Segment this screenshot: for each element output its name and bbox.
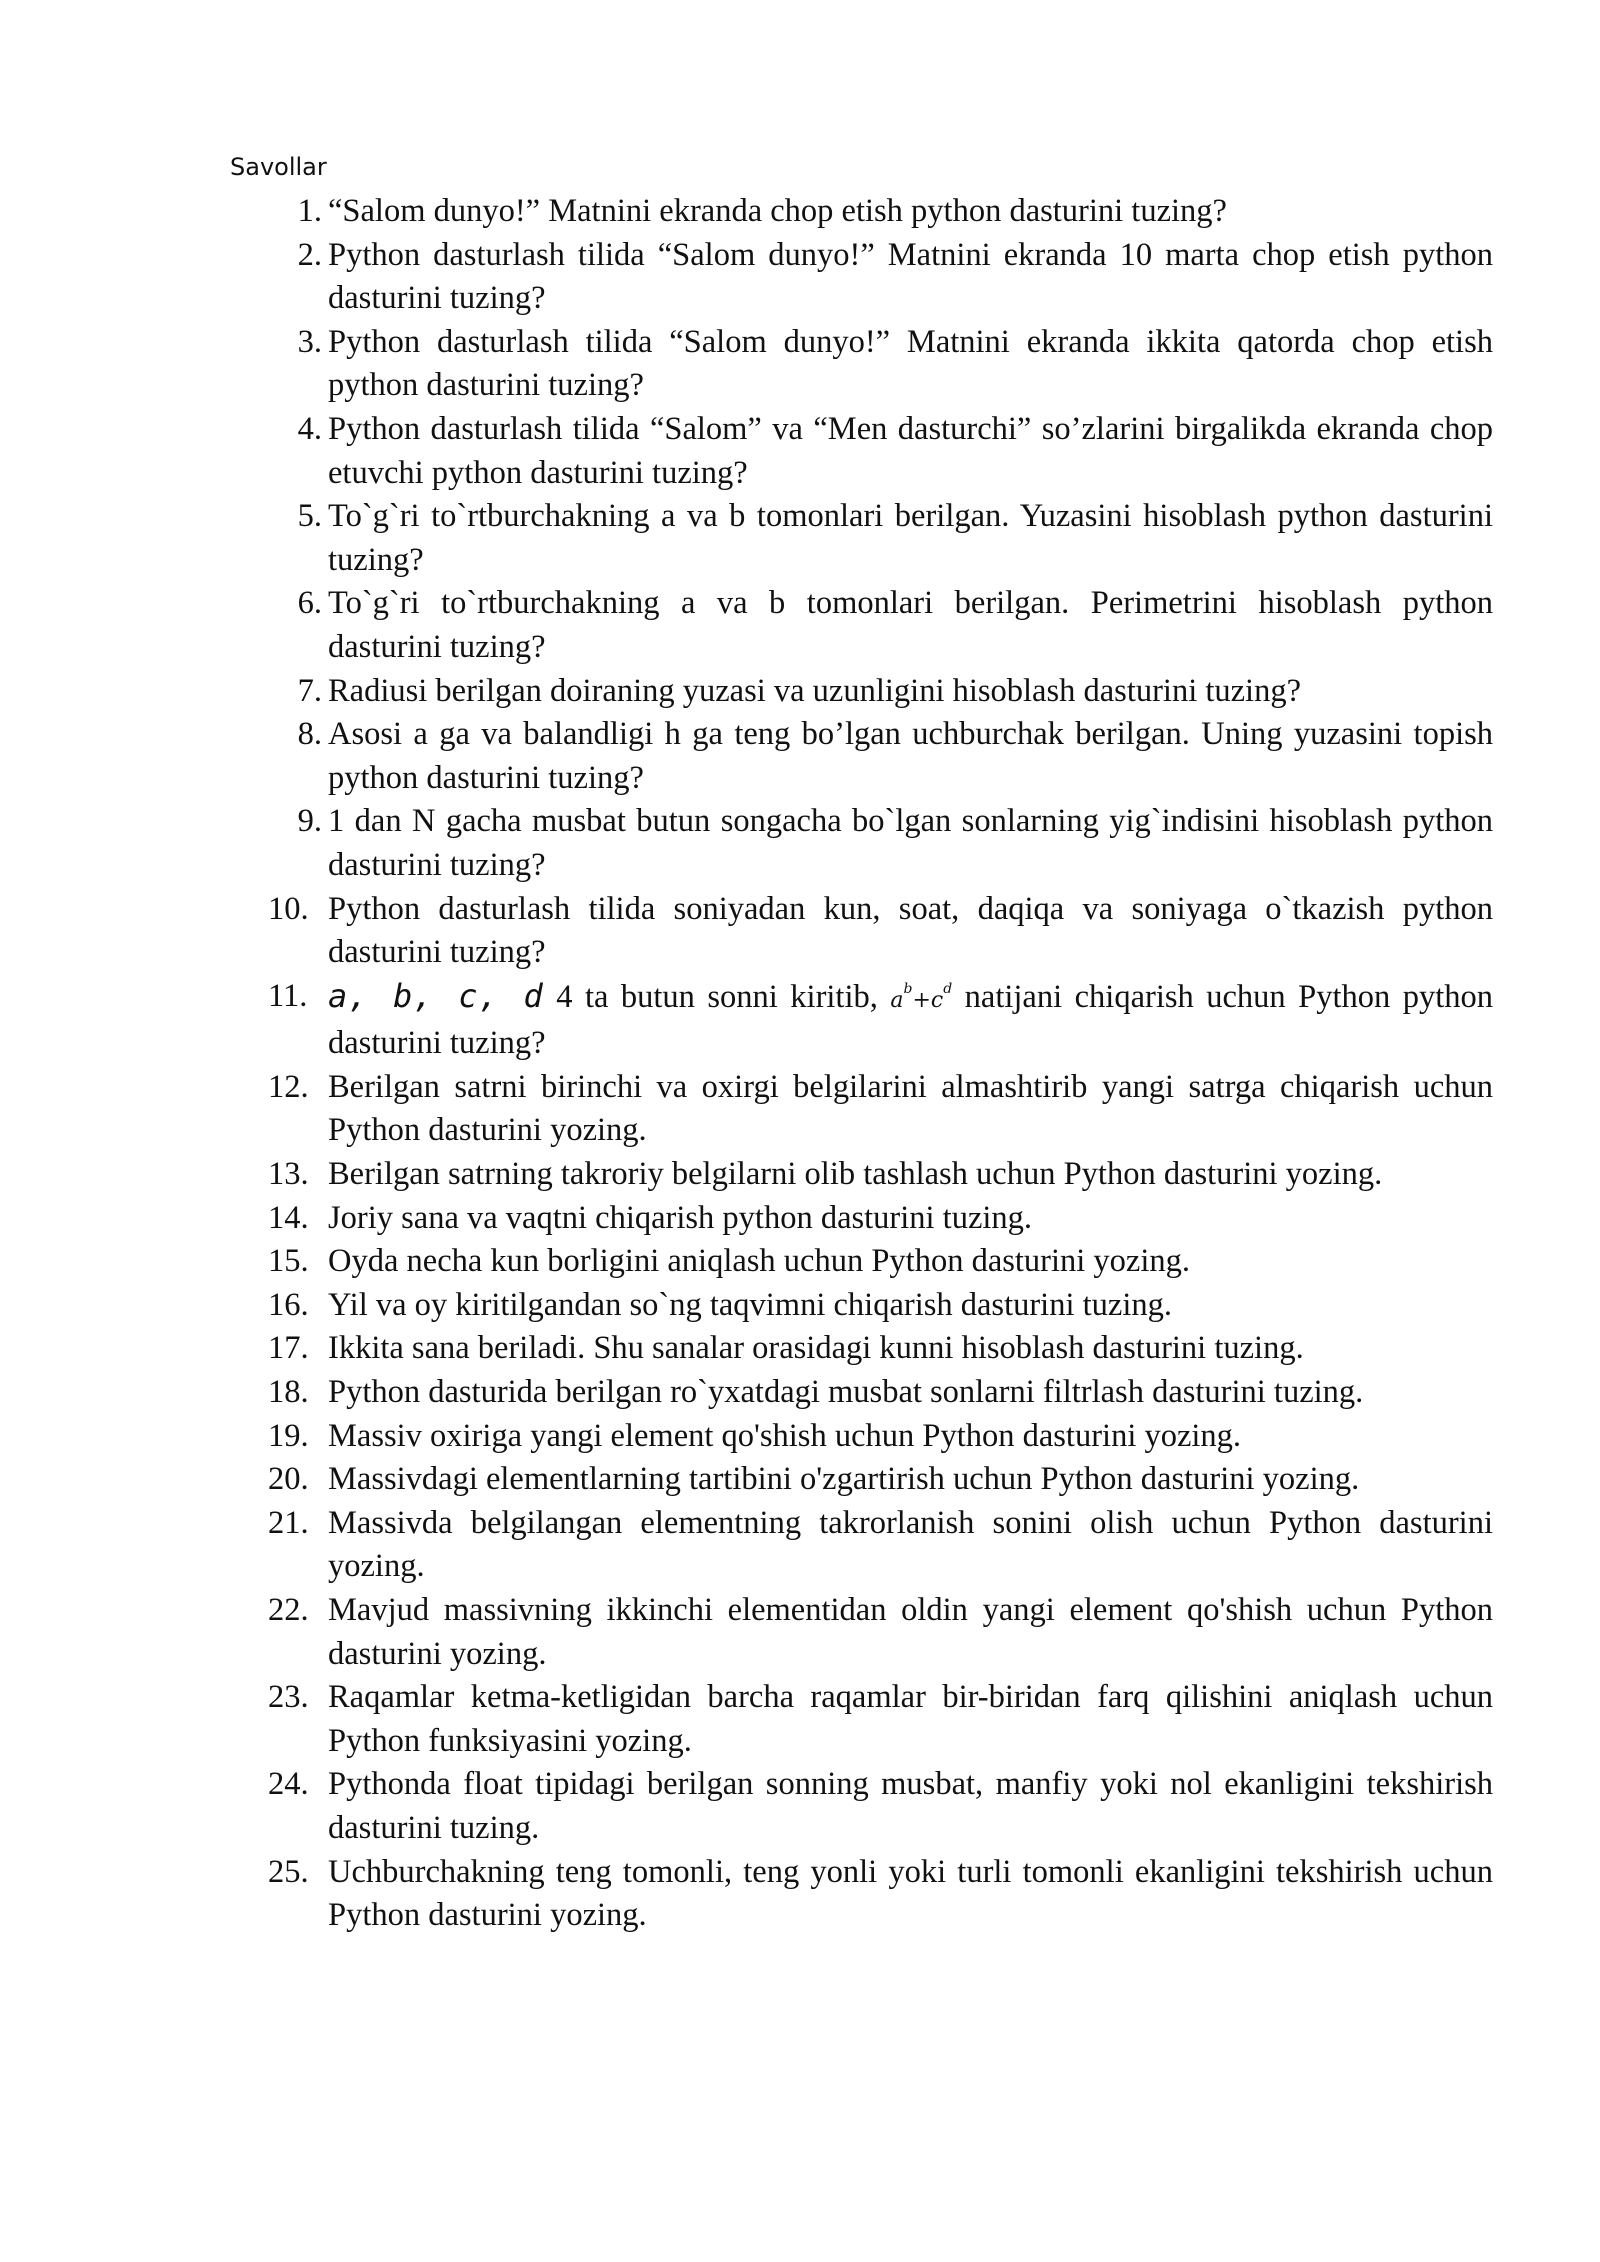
question-number: 9. [297, 803, 322, 840]
question-item [268, 1458, 1493, 1502]
question-number: 21. [268, 1504, 309, 1541]
question-number: 13. [268, 1156, 309, 1193]
question-item [268, 1763, 1493, 1850]
question-text: Python dasturlash tilida “Salom” va “Men dasturchi” so’zlarini birgalikda ekranda chop etuvchi python dasturini tuzing? [328, 410, 1493, 491]
question-text: Oyda necha kun borligini aniqlash uchun Python dasturini yozing. [328, 1243, 1191, 1280]
question-number: 17. [268, 1330, 309, 1367]
question-text-part: natijani chiqarish uchun Python python dasturini tuzing? [328, 978, 1493, 1062]
question-text: Pythonda float tipidagi berilgan sonning musbat, manfiy yoki nol ekanligini tekshirish dasturini tuzing. [328, 1766, 1493, 1846]
question-text: Yil va oy kiritilgandan so`ng taqvimni chiqarish dasturini tuzing. [328, 1286, 1172, 1323]
question-number: 20. [268, 1461, 309, 1498]
question-text: Massiv oxiriga yangi element qo'shish uchun Python dasturini yozing. [328, 1417, 1242, 1454]
question-item [268, 234, 1493, 321]
question-text: Uchburchakning teng tomonli, teng yonli yoki turli tomonli ekanligini tekshirish uchun Python dasturini yozing. [328, 1853, 1493, 1934]
question-item [268, 1153, 1493, 1197]
question-number: 4. [297, 410, 322, 447]
question-text: Asosi a ga va balandligi h ga teng bo’lgan uchburchak berilgan. Uning yuzasini topish python dasturini tuzing? [328, 716, 1493, 796]
question-number: 11. [268, 977, 308, 1014]
question-number: 23. [268, 1679, 309, 1716]
question-item [268, 1284, 1493, 1328]
formula-expression [890, 980, 953, 1013]
document-heading: Savollar [230, 153, 327, 181]
variables-list: a, b, c, d [328, 976, 544, 1015]
question-number: 16. [268, 1286, 309, 1323]
question-item [268, 1371, 1493, 1415]
questions-list [268, 190, 1493, 1938]
question-item [268, 1589, 1493, 1676]
question-item [268, 670, 1493, 714]
question-text: Berilgan satrni birinchi va oxirgi belgilarini almashtirib yangi satrga chiqarish uchun Python dasturini yozing. [328, 1068, 1493, 1149]
question-text: Massivdagi elementlarning tartibini o'zgartirish uchun Python dasturini yozing. [328, 1461, 1360, 1498]
question-text: To`g`ri to`rtburchakning a va b tomonlari berilgan. Perimetrini hisoblash python dasturini tuzing? [328, 585, 1493, 665]
formula-base-a: a [890, 987, 904, 1013]
question-item [268, 1676, 1493, 1763]
question-number: 25. [268, 1853, 309, 1890]
formula-base-c: c [930, 987, 944, 1013]
question-item [268, 190, 1493, 234]
question-number: 15. [268, 1243, 309, 1280]
question-text: To`g`ri to`rtburchakning a va b tomonlari berilgan. Yuzasini hisoblash python dasturini tuzing? [328, 498, 1493, 578]
question-number: 3. [297, 323, 322, 360]
question-number: 22. [268, 1592, 309, 1628]
question-item [268, 888, 1493, 975]
question-item [268, 1240, 1493, 1284]
question-number: 6. [297, 585, 322, 622]
question-text-part: 4 ta butun sonni kiritib, [543, 978, 891, 1015]
question-item [268, 1327, 1493, 1371]
question-text: Python dasturlash tilida “Salom dunyo!” Matnini ekranda ikkita qatorda chop etish python dasturini tuzing? [328, 323, 1493, 404]
question-number: 10. [268, 890, 309, 927]
question-text: 1 dan N gacha musbat butun songacha bo`lgan sonlarning yig`indisini hisoblash python dasturini tuzing? [328, 803, 1493, 883]
question-text: Python dasturlash tilida soniyadan kun, soat, daqiqa va soniyaga o`tkazish python dasturini tuzing? [328, 890, 1493, 971]
question-item [268, 1851, 1493, 1938]
question-text: Ikkita sana beriladi. Shu sanalar orasidagi kunni hisoblash dasturini tuzing. [328, 1330, 1304, 1367]
question-item [268, 582, 1493, 669]
question-item [268, 713, 1493, 800]
question-item [268, 975, 1493, 1066]
question-text: Joriy sana va vaqtni chiqarish python dasturini tuzing. [328, 1199, 1033, 1236]
question-number: 2. [297, 236, 322, 273]
question-item [268, 495, 1493, 582]
question-text: Radiusi berilgan doiraning yuzasi va uzunligini hisoblash dasturini tuzing? [328, 672, 1302, 709]
question-text: Python dasturlash tilida “Salom dunyo!” Matnini ekranda 10 marta chop etish python dasturini tuzing? [328, 236, 1493, 317]
question-text: Berilgan satrning takroriy belgilarni olib tashlash uchun Python dasturini yozing. [328, 1156, 1383, 1193]
question-text: Python dasturida berilgan ro`yxatdagi musbat sonlarni filtrlash dasturini tuzing. [328, 1374, 1364, 1411]
question-number: 18. [268, 1374, 309, 1411]
question-number: 14. [268, 1199, 309, 1236]
question-text: “Salom dunyo!” Matnini ekranda chop etish python dasturini tuzing? [328, 193, 1227, 229]
question-text: Massivda belgilangan elementning takrorlanish sonini olish uchun Python dasturini yozing. [328, 1504, 1493, 1585]
question-number: 7. [297, 672, 322, 709]
question-item [268, 800, 1493, 887]
question-text: Raqamlar ketma-ketligidan barcha raqamlar bir-biridan farq qilishini aniqlash uchun Python funksiyasini yozing. [328, 1679, 1493, 1759]
question-text [328, 975, 1493, 1066]
question-item [268, 321, 1493, 408]
question-number: 1. [297, 193, 322, 229]
question-item [268, 1502, 1493, 1589]
formula-plus: + [912, 987, 931, 1013]
question-text: Mavjud massivning ikkinchi elementidan oldin yangi element qo'shish uchun Python dasturini yozing. [328, 1592, 1493, 1672]
formula-exponent-d: d [943, 980, 953, 997]
question-item [268, 1415, 1493, 1459]
question-item [268, 1197, 1493, 1241]
formula-exponent-b: b [903, 980, 913, 997]
question-number: 12. [268, 1068, 309, 1105]
question-number: 19. [268, 1417, 309, 1454]
question-number: 5. [297, 498, 322, 535]
question-number: 8. [297, 716, 322, 753]
question-item [268, 408, 1493, 495]
question-item [268, 1066, 1493, 1153]
question-number: 24. [268, 1766, 309, 1803]
